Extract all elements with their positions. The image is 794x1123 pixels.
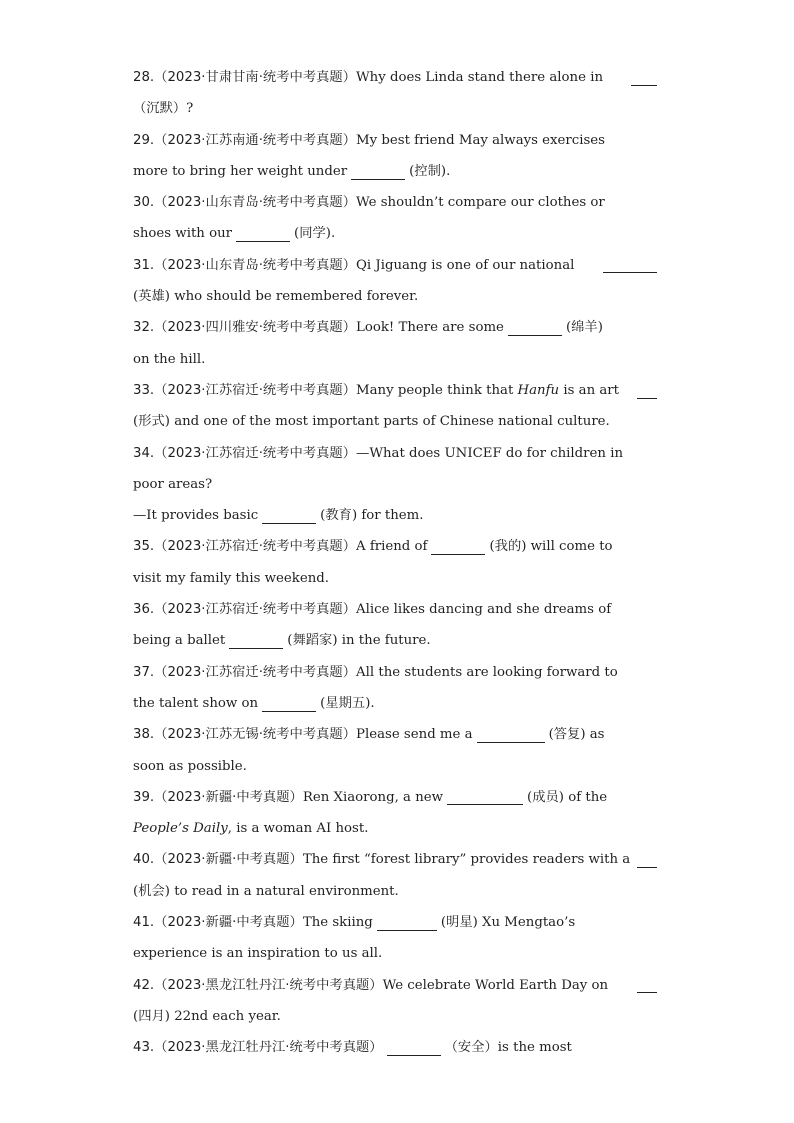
question-text: being a ballet	[133, 633, 226, 649]
answer-blank[interactable]	[387, 1040, 441, 1056]
question-text: A friend of	[356, 539, 428, 555]
question-text: on the hill.	[133, 351, 206, 367]
question-40-line-1	[133, 844, 661, 875]
question-text: (机会) to read in a natural environment.	[133, 883, 399, 899]
question-text: Alice likes dancing and she dreams of	[356, 602, 612, 618]
answer-blank[interactable]	[508, 320, 562, 336]
question-text: We celebrate World Earth Day on	[382, 977, 609, 993]
question-number: 31.	[133, 257, 155, 273]
question-33-line-2	[133, 406, 661, 437]
question-text: (形式) and one of the most important parts of Chinese national culture.	[133, 414, 610, 430]
question-text: soon as possible.	[133, 758, 247, 774]
question-source: （2023·江苏南通·统考中考真题）	[154, 132, 357, 148]
question-text: (绵羊)	[565, 320, 603, 336]
question-text: is an art	[563, 382, 619, 398]
question-text: experience is an inspiration to us all.	[133, 946, 383, 962]
question-text: Qi Jiguang is one of our national	[356, 257, 575, 273]
question-text: (明星) Xu Mengtao’s	[440, 915, 576, 931]
question-text: poor areas?	[133, 476, 213, 492]
answer-blank[interactable]	[637, 977, 657, 993]
question-35-line-1	[133, 531, 661, 562]
question-text: （安全）is the most	[444, 1040, 572, 1056]
question-number: 35.	[133, 539, 155, 555]
question-text: (控制).	[409, 163, 451, 179]
answer-blank[interactable]	[637, 852, 657, 868]
question-31-line-2	[133, 281, 661, 312]
answer-blank[interactable]	[477, 727, 545, 743]
question-28-line-1	[133, 62, 661, 93]
question-34-line-1	[133, 438, 661, 469]
question-number: 43.	[133, 1040, 155, 1056]
question-text: (我的) will come to	[489, 539, 613, 555]
question-38-line-1	[133, 719, 661, 750]
question-number: 32.	[133, 320, 155, 336]
question-43-line-1	[133, 1032, 661, 1063]
question-35-line-2	[133, 563, 661, 594]
question-text: (同学).	[294, 226, 336, 242]
answer-blank[interactable]	[431, 539, 485, 555]
answer-blank[interactable]	[637, 383, 657, 399]
question-text: Please send me a	[356, 727, 473, 743]
question-text: Ren Xiaorong, a new	[302, 789, 444, 805]
answer-blank[interactable]	[351, 164, 405, 180]
question-text: The first “forest library” provides readers with a	[302, 852, 631, 868]
question-text: (英雄) who should be remembered forever.	[133, 289, 419, 305]
question-42-line-2	[133, 1001, 661, 1032]
question-number: 39.	[133, 789, 155, 805]
question-text: shoes with our	[133, 226, 233, 242]
question-text: visit my family this weekend.	[133, 570, 330, 586]
question-text: (教育) for them.	[320, 508, 424, 524]
question-30-line-2	[133, 218, 661, 249]
answer-blank[interactable]	[603, 257, 657, 273]
question-number: 37.	[133, 664, 155, 680]
question-34-line-3	[133, 500, 661, 531]
question-number: 33.	[133, 382, 155, 398]
question-number: 28.	[133, 70, 155, 85]
question-number: 30.	[133, 195, 155, 211]
question-34-line-2	[133, 469, 661, 500]
answer-blank[interactable]	[262, 508, 316, 524]
question-source: （2023·甘肃甘南·统考中考真题）	[154, 70, 357, 85]
answer-blank[interactable]	[631, 70, 657, 86]
question-text: Look! There are some	[356, 320, 504, 336]
question-source: （2023·江苏宿迁·统考中考真题）	[154, 382, 357, 398]
question-source: （2023·四川雅安·统考中考真题）	[154, 320, 357, 336]
question-39-line-1	[133, 782, 661, 813]
question-number: 34.	[133, 445, 155, 461]
question-source: （2023·新疆·中考真题）	[154, 789, 303, 805]
answer-blank[interactable]	[236, 226, 290, 242]
question-number: 38.	[133, 727, 155, 743]
question-text-italic: People’s Daily	[133, 821, 228, 837]
question-text: (四月) 22nd each year.	[133, 1008, 281, 1024]
question-text-italic: Hanfu	[517, 382, 560, 398]
question-number: 29.	[133, 132, 155, 148]
question-text: My best friend May always exercises	[356, 132, 605, 148]
question-42-line-1	[133, 970, 661, 1001]
question-text: more to bring her weight under	[133, 163, 348, 179]
question-number: 42.	[133, 977, 155, 993]
question-source: （2023·黑龙江牡丹江·统考中考真题）	[154, 1040, 383, 1056]
answer-blank[interactable]	[229, 633, 283, 649]
question-28-line-2	[133, 93, 661, 124]
question-text: —What does UNICEF do for children in	[356, 445, 624, 461]
answer-blank[interactable]	[377, 915, 437, 931]
question-source: （2023·江苏宿迁·统考中考真题）	[154, 445, 357, 461]
question-text: Many people think that	[356, 382, 514, 398]
question-29-line-2	[133, 156, 661, 187]
question-40-line-2	[133, 876, 661, 907]
question-41-line-2	[133, 938, 661, 969]
question-source: （2023·江苏宿迁·统考中考真题）	[154, 602, 357, 618]
question-32-line-1	[133, 312, 661, 343]
question-text: (答复) as	[548, 727, 605, 743]
question-37-line-2	[133, 688, 661, 719]
question-text: All the students are looking forward to	[356, 664, 618, 680]
question-source: （2023·黑龙江牡丹江·统考中考真题）	[154, 977, 383, 993]
question-41-line-1	[133, 907, 661, 938]
question-29-line-1	[133, 125, 661, 156]
question-source: （2023·新疆·中考真题）	[154, 852, 303, 868]
question-31-line-1	[133, 250, 661, 281]
question-text: , is a woman AI host.	[227, 821, 369, 837]
question-text: (舞蹈家) in the future.	[287, 633, 431, 649]
question-36-line-2	[133, 625, 661, 656]
question-33-line-1	[133, 375, 661, 406]
question-37-line-1	[133, 657, 661, 688]
question-source: （2023·山东青岛·统考中考真题）	[154, 257, 357, 273]
question-32-line-2	[133, 344, 661, 375]
question-source: （2023·江苏宿迁·统考中考真题）	[154, 664, 357, 680]
question-36-line-1	[133, 594, 661, 625]
question-number: 41.	[133, 915, 155, 931]
question-text: Why does Linda stand there alone in	[356, 70, 604, 85]
question-text: We shouldn’t compare our clothes or	[356, 195, 605, 211]
question-text: the talent show on	[133, 695, 259, 711]
question-source: （2023·山东青岛·统考中考真题）	[154, 195, 357, 211]
question-text: (星期五).	[320, 695, 375, 711]
question-39-line-2	[133, 813, 661, 844]
question-number: 40.	[133, 852, 155, 868]
question-text: —It provides basic	[133, 508, 259, 524]
question-number: 36.	[133, 602, 155, 618]
question-source: （2023·江苏宿迁·统考中考真题）	[154, 539, 357, 555]
question-list	[133, 62, 661, 1064]
question-source: （2023·江苏无锡·统考中考真题）	[154, 727, 357, 743]
question-30-line-1	[133, 187, 661, 218]
answer-blank[interactable]	[262, 696, 316, 712]
question-38-line-2	[133, 751, 661, 782]
answer-blank[interactable]	[447, 789, 523, 805]
question-source: （2023·新疆·中考真题）	[154, 915, 303, 931]
question-text: The skiing	[302, 915, 373, 931]
question-text: （沉默）?	[133, 101, 194, 117]
question-text: (成员) of the	[527, 789, 608, 805]
